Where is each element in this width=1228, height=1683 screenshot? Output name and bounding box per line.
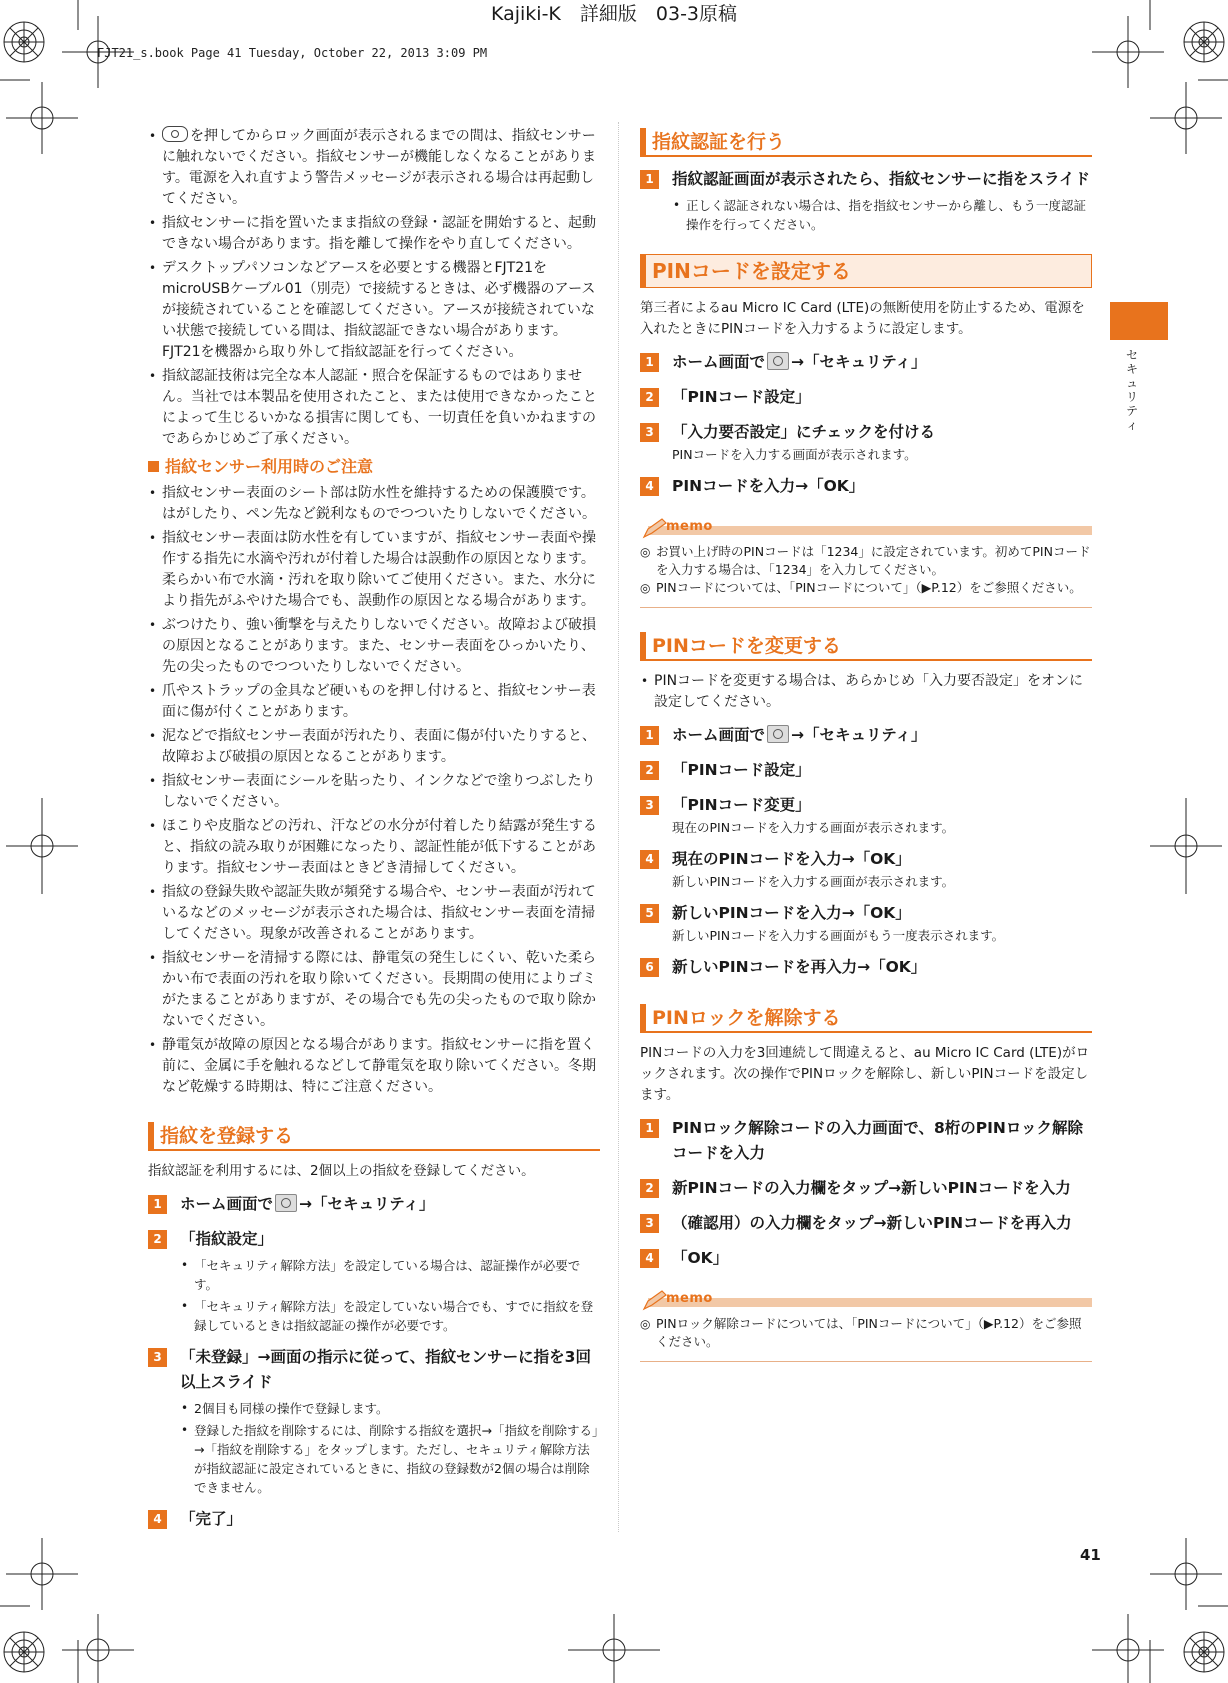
- memo-header: [640, 517, 1092, 539]
- step-number: 1: [640, 170, 659, 189]
- step: 4 現在のPINコードを入力→「OK」: [640, 847, 1092, 872]
- crosshair-icon: [1092, 16, 1164, 88]
- step: 2 「指紋設定」: [148, 1227, 600, 1252]
- list-item: • 泥などで指紋センサー表面が汚れたり、表面に傷が付いたりすると、故障および破損の原因となることがあります。: [148, 726, 600, 768]
- step-number: 2: [148, 1230, 167, 1249]
- list-item: • 指紋センサーを清掃する際には、静電気の発生しにくい、乾いた柔らかい布で表面の汚れを取り除いてください。長期間の使用によりゴミがたまることがありますが、その場合でも先の尖ったもので取り除かないでください。: [148, 948, 600, 1032]
- list-item: • 指紋認証技術は完全な本人認証・照合を保証するものではありません。当社では本製品を使用されたこと、または使用できなかったことによって生じるいかなる損害に関しても、一切責任を負いかねますのであらかじめご了承ください。: [148, 366, 600, 450]
- list-item: • ぶつけたり、強い衝撃を与えたりしないでください。故障および破損の原因となることがあります。また、センサー表面をひっかいたり、先の尖ったものでつついたりしないでください。: [148, 615, 600, 678]
- step: 3 （確認用）の入力欄をタップ→新しいPINコードを再入力: [640, 1211, 1092, 1236]
- step-note: 現在のPINコードを入力する画面が表示されます。: [672, 820, 955, 835]
- memo-item: ◎ PINロック解除コードについては、「PINコードについて」（▶P.12）をご参照ください。: [640, 1315, 1092, 1351]
- step: 5 新しいPINコードを入力→「OK」: [640, 901, 1092, 926]
- register-intro: 指紋認証を利用するには、2個以上の指紋を登録してください。: [148, 1163, 535, 1179]
- memo-bar: [648, 526, 1092, 535]
- settings-app-icon: [275, 1194, 297, 1212]
- step: 2 「PINコード設定」: [640, 385, 1092, 410]
- pin-set-section-heading: PINコードを設定する: [640, 254, 1092, 288]
- step-notes: [148, 1399, 600, 1497]
- step-number: 4: [640, 850, 659, 869]
- list-item: • 爪やストラップの金具など硬いものを押し付けると、指紋センサー表面に傷が付くことがあります。: [148, 681, 600, 723]
- left-column: [148, 126, 600, 1536]
- step-number: 6: [640, 958, 659, 977]
- list-item: • 「セキュリティ解除方法」を設定していない場合でも、すでに指紋を登録しているときは指紋認証の操作が必要です。: [180, 1297, 600, 1335]
- step-number: 1: [640, 353, 659, 372]
- crosshair-icon: [1150, 798, 1222, 894]
- step-number: 1: [640, 726, 659, 745]
- list-item: • 指紋センサーに指を置いたまま指紋の登録・認証を開始すると、起動できない場合があります。指を離して操作をやり直してください。: [148, 213, 600, 255]
- step: 4 「完了」: [148, 1507, 600, 1532]
- print-job-title: Kajiki-K 詳細版 03-3原稿: [490, 3, 738, 25]
- page-number: 41: [1080, 1546, 1101, 1564]
- step-number: 4: [640, 1249, 659, 1268]
- memo-item: ◎ PINコードについては、「PINコードについて」（▶P.12）をご参照ください。: [640, 579, 1092, 597]
- section-side-tab: [1110, 302, 1168, 340]
- list-item: • 静電気が故障の原因となる場合があります。指紋センサーに指を置く前に、金属に手を触れるなどして静電気を取り除いてください。冬期など乾燥する時期は、特にご注意ください。: [148, 1035, 600, 1098]
- crosshair-icon: [6, 82, 78, 154]
- step: 1 ホーム画面で →「セキュリティ」: [640, 723, 1092, 748]
- step-number: 4: [640, 477, 659, 496]
- memo-header: [640, 1289, 1092, 1311]
- step: 1 指紋認証画面が表示されたら、指紋センサーに指をスライド: [640, 167, 1092, 192]
- right-column: [640, 118, 1092, 1368]
- list-item: • 指紋センサー表面は防水性を有していますが、指紋センサー表面や操作する指先に水滴や汚れが付着した場合は誤動作の原因となります。柔らかい布で水滴・汚れを取り除いてご使用ください。また、水分により指先がふやけた場合でも、誤動作の原因となる場合があります。: [148, 528, 600, 612]
- step-notes: [148, 1256, 600, 1335]
- step-number: 2: [640, 388, 659, 407]
- step: 1 PINロック解除コードの入力画面で、8桁のPINロック解除コードを入力: [640, 1116, 1092, 1166]
- step-number: 4: [148, 1510, 167, 1529]
- list-item: • デスクトップパソコンなどアースを必要とする機器とFJT21をmicroUSBケーブル01（別売）で接続するときは、必ず機器のアースが接続されていることを確認してください。アースが接続されていない状態で接続している間は、指紋認証できない場合があります。FJT21を機器から取り外して指紋認証を行ってください。: [148, 258, 600, 363]
- memo-bar: [648, 1298, 1092, 1307]
- memo-label: memo: [666, 519, 713, 534]
- pin-unlock-intro: PINコードの入力を3回連続して間違えると、au Micro IC Card (LTE)がロックされます。次の操作でPINロックを解除し、新しいPINコードを設定します。: [640, 1045, 1090, 1103]
- settings-app-icon: [767, 352, 789, 370]
- step-number: 1: [640, 1119, 659, 1138]
- crosshair-icon: [62, 1614, 134, 1683]
- caution-heading: 指紋センサー利用時のご注意: [148, 456, 600, 477]
- radial-target-icon: [1184, 1632, 1224, 1672]
- crosshair-icon: [6, 798, 78, 894]
- list-item: • ほこりや皮脂などの汚れ、汗などの水分が付着したり結露が発生すると、指紋の読み取りが困難になったり、認証性能が低下することがあります。指紋センサー表面はときどき清掃してください。: [148, 816, 600, 879]
- square-bullet-icon: [148, 461, 159, 472]
- step: 1 ホーム画面で →「セキュリティ」: [640, 350, 1092, 375]
- list-item: • PINコードを変更する場合は、あらかじめ「入力要否設定」をオンに設定してください。: [640, 671, 1092, 713]
- list-item: • を押してからロック画面が表示されるまでの間は、指紋センサーに触れないでください。指紋センサーが機能しなくなることがあります。電源を入れ直すよう警告メッセージが表示される場合は再起動してください。: [148, 126, 600, 210]
- radial-target-icon: [4, 22, 44, 62]
- memo-item: ◎ お買い上げ時のPINコードは「1234」に設定されています。初めてPINコードを入力する場合は、「1234」を入力してください。: [640, 543, 1092, 579]
- auth-section-heading: 指紋認証を行う: [640, 128, 1092, 157]
- pin-set-intro: 第三者によるau Micro IC Card (LTE)の無断使用を防止するため、電源を入れたときにPINコードを入力するように設定します。: [640, 300, 1085, 337]
- crosshair-icon: [62, 16, 134, 88]
- radial-target-icon: [1184, 22, 1224, 62]
- step: 1 ホーム画面で →「セキュリティ」: [148, 1192, 600, 1217]
- step-notes: [640, 196, 1092, 234]
- crosshair-icon: [6, 1538, 78, 1610]
- list-item: • 指紋センサー表面のシート部は防水性を維持するための保護膜です。はがしたり、ペン先など鋭利なものでつついたりしないでください。: [148, 483, 600, 525]
- step-number: 2: [640, 761, 659, 780]
- step-number: 5: [640, 904, 659, 923]
- step: 4 PINコードを入力→「OK」: [640, 474, 1092, 499]
- register-section-heading: 指紋を登録する: [148, 1122, 600, 1151]
- power-key-icon: [162, 126, 188, 142]
- memo-end-rule: [640, 1361, 1092, 1362]
- step: 3 「入力要否設定」にチェックを付ける: [640, 420, 1092, 445]
- list-item: • 登録した指紋を削除するには、削除する指紋を選択→「指紋を削除する」→「指紋を削除する」をタップします。ただし、セキュリティ解除方法が指紋認証に設定されているときに、指紋の登録数が2個の場合は削除できません。: [180, 1421, 600, 1497]
- step-number: 2: [640, 1179, 659, 1198]
- side-tab-label: セキュリティ: [1125, 348, 1138, 432]
- list-item: • 2個目も同様の操作で登録します。: [180, 1399, 600, 1418]
- step-note: 新しいPINコードを入力する画面が表示されます。: [672, 874, 955, 889]
- crosshair-icon: [568, 1614, 660, 1683]
- step-number: 1: [148, 1195, 167, 1214]
- pin-change-section-heading: PINコードを変更する: [640, 632, 1092, 661]
- list-item: • 「セキュリティ解除方法」を設定している場合は、認証操作が必要です。: [180, 1256, 600, 1294]
- step-note: PINコードを入力する画面が表示されます。: [672, 447, 917, 462]
- step-note: 新しいPINコードを入力する画面がもう一度表示されます。: [672, 928, 1005, 943]
- step: 3 「PINコード変更」: [640, 793, 1092, 818]
- radial-target-icon: [4, 1632, 44, 1672]
- memo-label: memo: [666, 1291, 713, 1306]
- step-number: 3: [640, 796, 659, 815]
- list-item: • 正しく認証されない場合は、指を指紋センサーから離し、もう一度認証操作を行ってください。: [672, 196, 1092, 234]
- pin-unlock-section-heading: PINロックを解除する: [640, 1004, 1092, 1033]
- list-item: • 指紋の登録失敗や認証失敗が頻発する場合や、センサー表面が汚れているなどのメッセージが表示された場合は、指紋センサー表面を清掃してください。現象が改善されることがあります。: [148, 882, 600, 945]
- settings-app-icon: [767, 725, 789, 743]
- list-item: • 指紋センサー表面にシールを貼ったり、インクなどで塗りつぶしたりしないでください。: [148, 771, 600, 813]
- step: 4 「OK」: [640, 1246, 1092, 1271]
- book-meta-line: FJT21_s.book Page 41 Tuesday, October 22, 2013 3:09 PM: [97, 46, 488, 60]
- crosshair-icon: [1092, 1614, 1164, 1683]
- step-number: 3: [640, 1214, 659, 1233]
- step-number: 3: [640, 423, 659, 442]
- step: 6 新しいPINコードを再入力→「OK」: [640, 955, 1092, 980]
- step-number: 3: [148, 1348, 167, 1367]
- crosshair-icon: [1150, 82, 1222, 154]
- step: 2 新PINコードの入力欄をタップ→新しいPINコードを入力: [640, 1176, 1092, 1201]
- memo-end-rule: [640, 607, 1092, 608]
- step: 2 「PINコード設定」: [640, 758, 1092, 783]
- step: 3 「未登録」→画面の指示に従って、指紋センサーに指を3回以上スライド: [148, 1345, 600, 1395]
- crosshair-icon: [1150, 1538, 1222, 1610]
- column-divider: [618, 122, 619, 1532]
